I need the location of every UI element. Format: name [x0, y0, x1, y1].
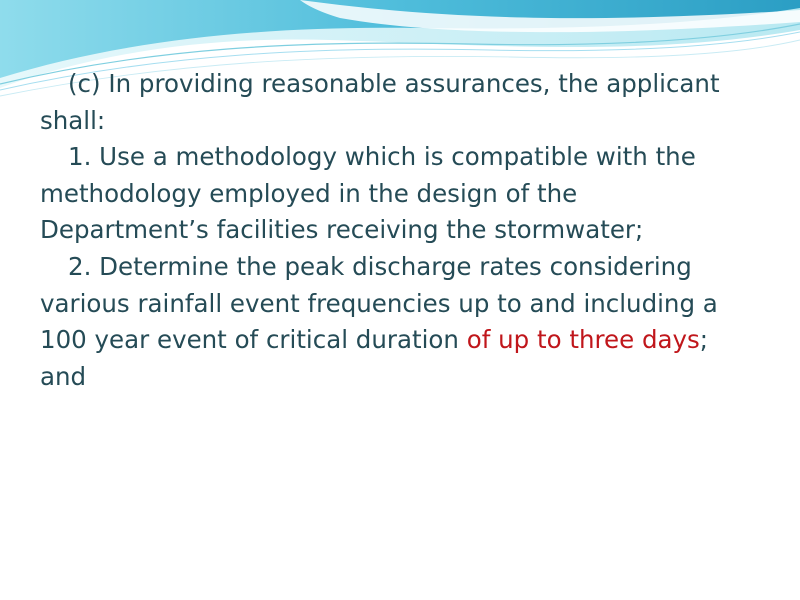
list-item-1: 1. Use a methodology which is compatible with the methodology employed in the design of the Department’s facilities receiving the stormwater; — [40, 142, 696, 245]
list-item-2-ending: ; and — [40, 325, 709, 391]
highlighted-phrase: of up to three days — [466, 325, 700, 355]
slide-body-text — [40, 66, 740, 395]
paragraph-c: (c) In providing reasonable assurances, the applicant shall: — [40, 69, 720, 135]
list-item-2-text: 2. Determine the peak discharge rates considering various rainfall event frequencies up to and including a 100 year event of critical duration — [40, 251, 718, 355]
list-item-2 — [40, 249, 740, 395]
